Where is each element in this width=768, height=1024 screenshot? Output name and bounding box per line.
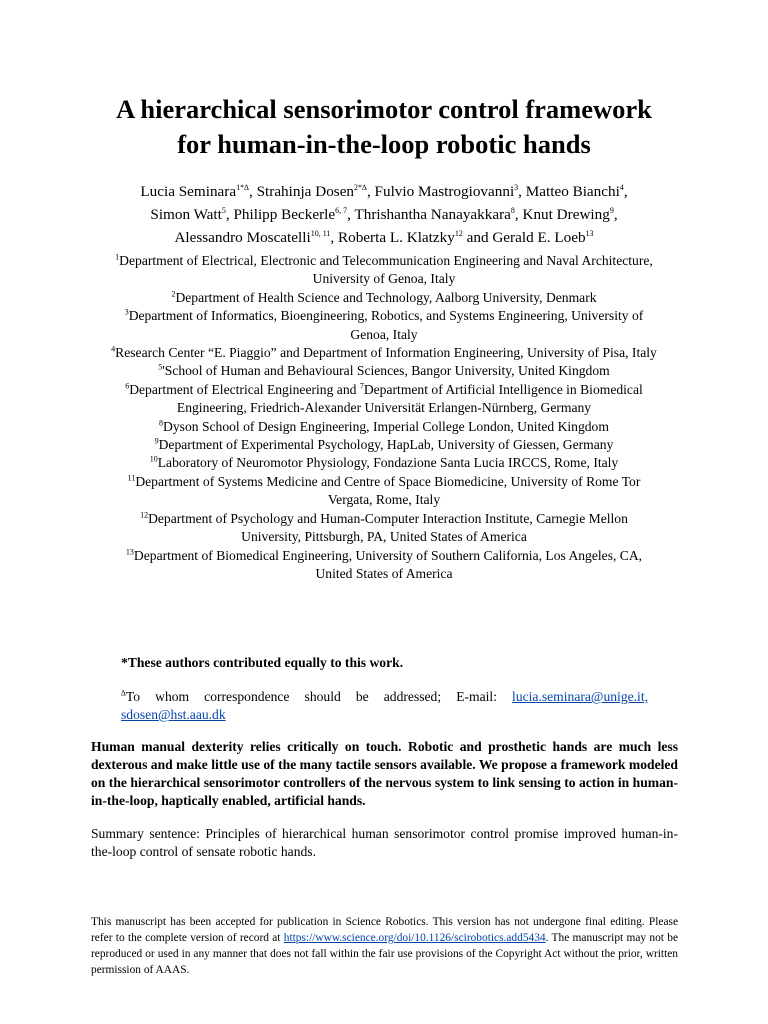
- author-name: Fulvio Mastrogiovanni: [374, 183, 515, 200]
- affiliation-text: Department of Psychology and Human-Computer Interaction Institute, Carnegie Mellon University, Pittsburgh, PA, United States of America: [148, 510, 628, 545]
- author-superscript: 5: [221, 205, 226, 215]
- author-list: [80, 180, 688, 249]
- author-superscript: 2*∆: [354, 182, 367, 192]
- affiliation-item: [110, 418, 658, 436]
- author-superscript: 1*∆: [236, 182, 249, 192]
- affiliation-number: 12: [140, 510, 149, 520]
- affiliation-text: Research Center “E. Piaggio” and Department of Information Engineering, University of Pisa, Italy: [115, 345, 657, 361]
- author-name: Roberta L. Klatzky: [337, 229, 455, 246]
- author-conjunction: and: [466, 229, 489, 246]
- author-superscript: 10, 11: [310, 228, 331, 238]
- author-superscript: 4: [619, 182, 624, 192]
- abstract: Human manual dexterity relies critically on touch. Robotic and prosthetic hands are much less dexterous and make little use of the many tactile sensors available. We propose a framework modeled on the hierarchical sensorimotor controllers of the nervous system to link sensing to action in human-in-the-loop, haptically enabled, artificial hands.: [91, 739, 678, 808]
- affiliation-number: 10: [149, 454, 158, 464]
- correspondence-text: To whom correspondence should be addressed; E-mail:: [125, 689, 513, 704]
- affiliation-text: Department of Biomedical Engineering, University of Southern California, Los Angeles, CA, United States of America: [133, 547, 643, 581]
- author-superscript: 3: [514, 182, 519, 192]
- affiliation-item: [110, 510, 658, 547]
- author-name: Gerald E. Loeb: [492, 229, 586, 246]
- author-name: Philipp Beckerle: [233, 206, 336, 223]
- author-name: Strahinja Dosen: [256, 183, 355, 200]
- author-line-2: Simon Watt$^5$, Philipp Beckerle$^{6, 7}$, Thrishantha Nanayakkara$^8$, Knut Drewing$^9$,: [150, 205, 618, 223]
- author-superscript: 8: [510, 205, 515, 215]
- author-superscript: 9: [609, 205, 614, 215]
- author-superscript: 12: [454, 228, 463, 238]
- author-name: Lucia Seminara: [140, 183, 237, 200]
- affiliation-number: 1: [115, 252, 120, 262]
- correspondence-symbol: ∆: [121, 688, 126, 698]
- author-name: Knut Drewing: [522, 206, 610, 223]
- affiliation-text: Department of Systems Medicine and Centre of Space Biomedicine, University of Rome Tor Vergata, Rome, Italy: [135, 473, 641, 508]
- affiliation-item: [110, 344, 658, 362]
- affiliation-text: Laboratory of Neuromotor Physiology, Fondazione Santa Lucia IRCCS, Rome, Italy: [157, 455, 619, 471]
- affiliation-number: 13: [125, 546, 134, 556]
- publication-notice: [91, 914, 678, 978]
- email-link-dosen[interactable]: sdosen@hst.aau.dk: [121, 707, 226, 722]
- author-name: Thrishantha Nanayakkara: [354, 206, 511, 223]
- author-line-3: Alessandro Moscatelli$^{10, 11}$, Roberta L. Klatzky$^{12}$ and Gerald E. Loeb$^{13}$: [174, 228, 594, 246]
- affiliation-item: [110, 454, 658, 472]
- affiliation-text: Department of Informatics, Bioengineering, Robotics, and Systems Engineering, University of Genoa, Italy: [128, 308, 644, 342]
- affiliation-item: [110, 473, 658, 510]
- author-name: Matteo Bianchi: [525, 183, 620, 200]
- author-superscript: 6, 7: [335, 205, 348, 215]
- doi-link[interactable]: https://www.science.org/doi/10.1126/scirobotics.add5434: [283, 932, 546, 944]
- notice-text-start: This manuscript has been accepted for publication in Science Robotics. This version has not undergone final editing. Please refer to the complete version of record at: [91, 916, 678, 944]
- affiliation-number: 7: [359, 381, 364, 391]
- email-link-seminara[interactable]: lucia.seminara@unige.it,: [512, 689, 648, 704]
- summary-sentence: Summary sentence: Principles of hierarchical human sensorimotor control promise improved human-in-the-loop control of sensate robotic hands.: [91, 826, 678, 859]
- affiliation-text: Department of Experimental Psychology, HapLab, University of Giessen, Germany: [158, 437, 614, 453]
- affiliation-text: 'School of Human and Behavioural Sciences, Bangor University, United Kingdom: [162, 363, 610, 379]
- affiliation-item: [110, 362, 658, 380]
- affiliation-number: 11: [127, 473, 136, 483]
- paper-title: [60, 92, 708, 162]
- author-name: Simon Watt: [150, 206, 222, 223]
- affiliation-text: Department of Artificial Intelligence in Biomedical Engineering, Friedrich-Alexander Universität Erlangen-Nürnberg, Germany: [176, 381, 643, 416]
- affiliation-number: 4: [111, 344, 116, 354]
- affiliation-text: Department of Electrical Engineering and: [129, 381, 360, 397]
- affiliation-text: Dyson School of Design Engineering, Imperial College London, United Kingdom: [163, 418, 609, 434]
- affiliation-item: [110, 547, 658, 584]
- affiliation-item: [110, 436, 658, 454]
- affiliation-number: 8: [159, 418, 164, 428]
- author-name: Alessandro Moscatelli: [174, 229, 311, 246]
- affiliation-text: Department of Electrical, Electronic and Telecommunication Engineering and Naval Architecture, University of Genoa, Italy: [119, 253, 653, 287]
- author-superscript: 13: [585, 228, 594, 238]
- author-line-1: Lucia Seminara$^{1*\Delta}$, Strahinja Dosen$^{2*\Delta}$, Fulvio Mastrogiovanni$^3$, Matteo Bianchi$^4$,: [140, 182, 628, 200]
- affiliation-number: 6: [125, 381, 130, 391]
- notice-text-end: . The manuscript may not be reproduced or used in any manner that does not fall within the fair use provisions of the Copyright Act without the prior, written permission of AAAS.: [91, 932, 678, 976]
- title-line-1: A hierarchical sensorimotor control framework: [116, 94, 652, 124]
- affiliation-item: [110, 381, 658, 418]
- affiliation-number: 5: [158, 362, 163, 372]
- correspondence-note: [121, 688, 648, 724]
- affiliation-number: 2: [171, 289, 176, 299]
- affiliation-text: Department of Health Science and Technology, Aalborg University, Denmark: [175, 289, 597, 305]
- affiliation-item: [110, 307, 658, 344]
- affiliation-item: [110, 289, 658, 307]
- affiliation-item: [110, 252, 658, 289]
- affiliation-number: 3: [124, 307, 129, 317]
- affiliation-number: 9: [154, 436, 159, 446]
- title-line-2: for human-in-the-loop robotic hands: [177, 129, 591, 159]
- affiliation-list: [110, 252, 658, 583]
- equal-contribution-note: *These authors contributed equally to this work.: [121, 655, 404, 670]
